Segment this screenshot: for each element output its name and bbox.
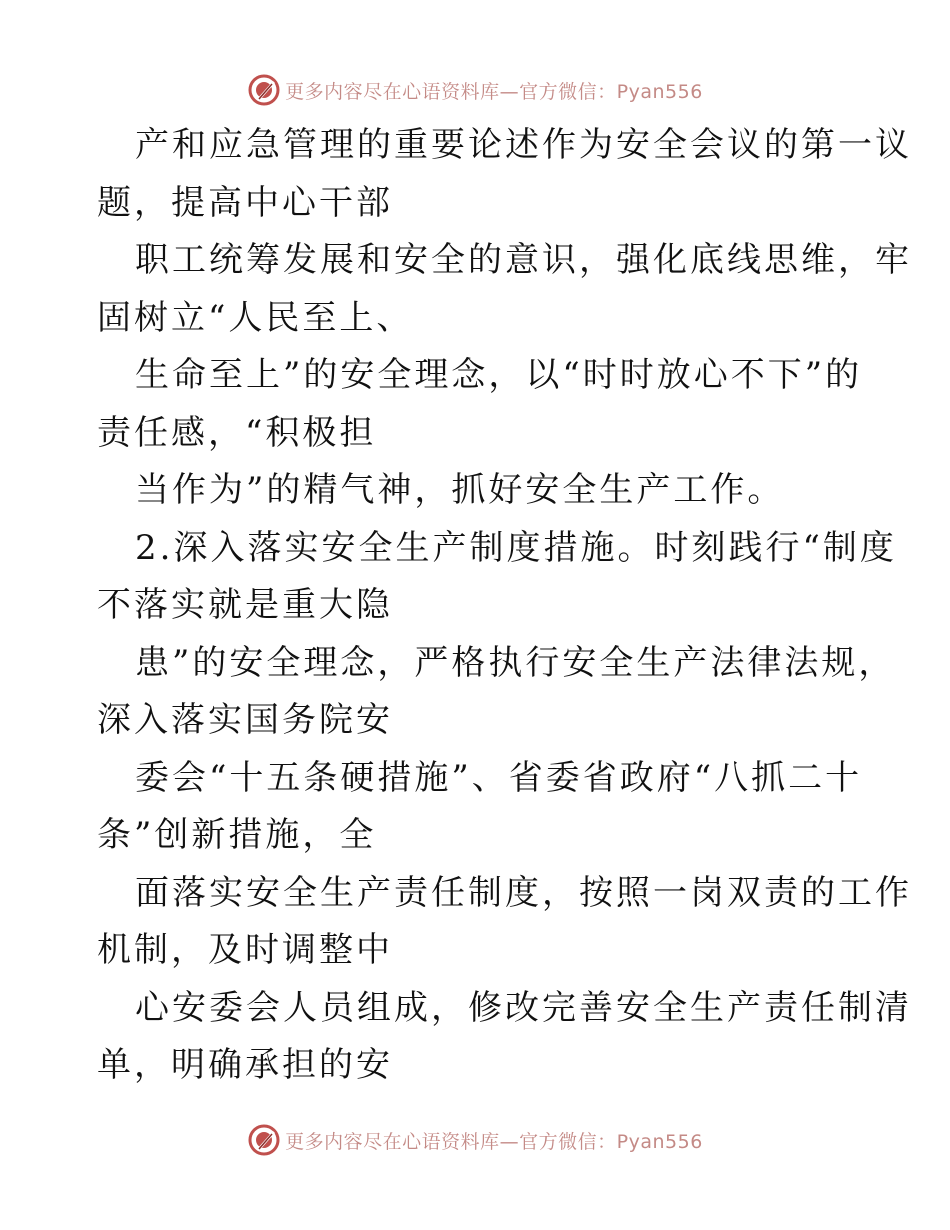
- text-line: 深入落实国务院安: [97, 700, 393, 740]
- text-line: 责任感，“积极担: [97, 412, 377, 453]
- text-line: 单，明确承担的安: [97, 1045, 393, 1085]
- text-line: 患”的安全理念，严格执行安全生产法律法规，: [135, 642, 896, 683]
- text-line: 条”创新措施，全: [97, 815, 377, 855]
- text-line: 不落实就是重大隐: [97, 585, 393, 625]
- text-line: 心安委会人员组成，修改完善安全生产责任制清: [135, 987, 912, 1028]
- document-body: [97, 117, 912, 1095]
- text-line: 当作为”的精气神，抓好安全生产工作。: [135, 470, 785, 510]
- text-line: 产和应急管理的重要论述作为安全会议的第一议: [135, 125, 912, 165]
- banner-text: 更多内容尽在心语资料库—官方微信：Pyan556: [285, 80, 703, 103]
- footer-banner: [0, 1120, 950, 1160]
- text-line: 题，提高中心干部: [97, 182, 393, 223]
- banner-text: 更多内容尽在心语资料库—官方微信：Pyan556: [285, 1130, 703, 1153]
- text-line: 2.深入落实安全生产制度措施。时刻践行“制度: [135, 527, 897, 568]
- text-line: 固树立“人民至上、: [97, 297, 414, 338]
- quill-seal-icon: [247, 73, 281, 107]
- quill-seal-icon: [247, 1123, 281, 1157]
- text-line: 机制，及时调整中: [97, 930, 393, 970]
- text-line: 职工统筹发展和安全的意识，强化底线思维，牢: [135, 240, 912, 280]
- text-line: 面落实安全生产责任制度，按照一岗双责的工作: [135, 872, 912, 913]
- text-line: 委会“十五条硬措施”、省委省政府“八抓二十: [135, 757, 863, 798]
- header-banner: [0, 70, 950, 110]
- text-line: 生命至上”的安全理念，以“时时放心不下”的: [135, 355, 863, 395]
